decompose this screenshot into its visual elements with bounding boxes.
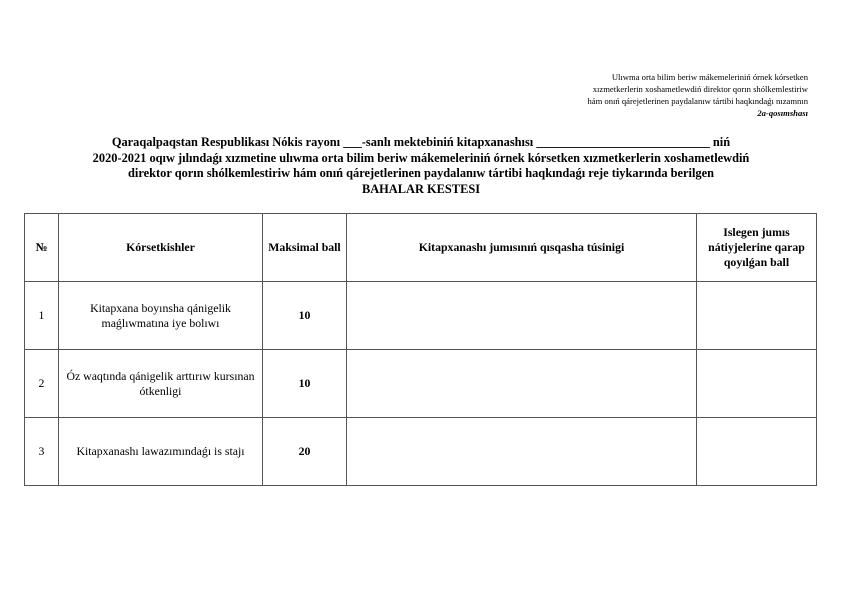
appendix-note-line-3: hám onıń qárejetlerinen paydalanıw tártibi haqkındaǵı nızamnın <box>587 96 808 106</box>
appendix-note-line-1: Ulıwma orta bilim beriw mákemeleriniń órnek kórsetken <box>611 72 808 82</box>
table-row <box>25 350 817 418</box>
row-num: 1 <box>25 282 59 350</box>
row-max-score: 10 <box>263 350 347 418</box>
header-criteria: Kórsetkishler <box>59 214 263 282</box>
title-line-2: 2020-2021 oqıw jılındaǵı xızmetine ulıwma orta bilim beriw mákemeleriniń órnek kórsetken xızmetkerlerin xoshametlewdiń <box>92 150 750 165</box>
row-description-cell[interactable] <box>347 350 697 418</box>
row-result-cell[interactable] <box>697 350 817 418</box>
row-description-cell[interactable] <box>347 418 697 486</box>
row-description-cell[interactable] <box>347 282 697 350</box>
table-row <box>25 418 817 486</box>
row-num: 2 <box>25 350 59 418</box>
table-header-row <box>25 214 817 282</box>
appendix-reference: 2a-qosımshası <box>757 108 808 118</box>
appendix-note <box>587 71 808 119</box>
row-num: 3 <box>25 418 59 486</box>
row-criteria: Kitapxana boyınsha qánigelik maǵlıwmatına iye bolıwı <box>59 282 263 350</box>
row-max-score: 20 <box>263 418 347 486</box>
title-line-4: BAHALAR KESTESI <box>361 181 481 196</box>
appendix-note-line-2: xızmetkerlerin xoshametlewdiń direktor qorın shólkemlestiriw <box>592 84 808 94</box>
title-line-1: Qaraqalpaqstan Respublikası Nókis rayonı ___-sanlı mektebiniń kitapxanashısı ____________________________ niń <box>111 135 731 149</box>
row-max-score: 10 <box>263 282 347 350</box>
header-num: № <box>25 214 59 282</box>
header-result-score: Islegen jumıs nátiyjelerine qarap qoyılǵan ball <box>697 214 817 282</box>
document-title <box>28 135 814 197</box>
grading-table <box>24 213 817 486</box>
row-criteria: Kitapxanashı lawazımındaǵı is stajı <box>59 418 263 486</box>
table-row <box>25 282 817 350</box>
row-criteria: Óz waqtında qánigelik arttırıw kursınan ótkenligi <box>59 350 263 418</box>
row-result-cell[interactable] <box>697 418 817 486</box>
title-line-3: direktor qorın shólkemlestiriw hám onıń qárejetlerinen paydalanıw tártibi haqkındaǵı reje tiykarında berilgen <box>128 166 714 180</box>
header-description: Kitapxanashı jumısınıń qısqasha túsinigi <box>347 214 697 282</box>
header-max-score: Maksimal ball <box>263 214 347 282</box>
row-result-cell[interactable] <box>697 282 817 350</box>
